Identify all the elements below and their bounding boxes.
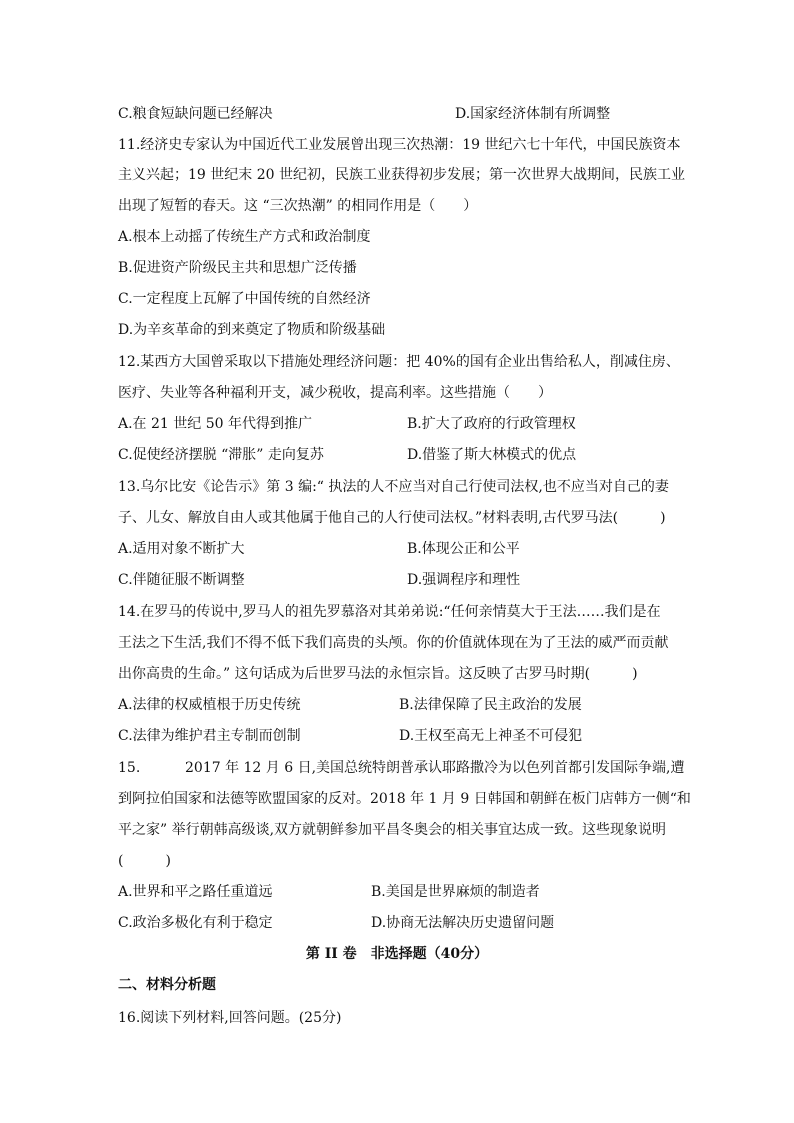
q11-option-a: A.根本上动摇了传统生产方式和政治制度 [118,229,371,245]
q15-number: 15. [118,760,141,776]
q15-stem-line-1: 2017 年 12 月 6 日,美国总统特朗普承认耶路撒冷为以色列首都引发国际争端,遭 [185,760,685,776]
q12-option-d: D.借鉴了斯大林模式的优点 [407,447,577,463]
q13-option-c: C.伴随征服不断调整 [118,572,245,588]
q12-stem-line-2: 医疗、失业等各种福利开支，减少税收，提高利率。这些措施（ ） [118,385,552,401]
q16-stem: 16.阅读下列材料,回答问题。(25分) [118,1010,342,1026]
q11-stem-line-3: 出现了短暂的春天。这 “三次热潮” 的相同作用是（ ） [118,198,478,214]
q15-option-c: C.政治多极化有利于稳定 [118,915,273,931]
q15-stem-line-2: 到阿拉伯国家和法德等欧盟国家的反对。2018 年 1 月 9 日韩国和朝鲜在板门店韩方一侧“和 [118,791,691,807]
q12-option-a: A.在 21 世纪 50 年代得到推广 [118,416,312,432]
q14-stem-line-2: 王法之下生活,我们不得不低下我们高贵的头颅。你的价值就体现在为了王法的威严而贡献 [118,635,669,651]
q12-stem-line-1: 12.某西方大国曾采取以下措施处理经济问题：把 40%的国有企业出售给私人，削减住房、 [118,354,680,370]
section-title: 第 II 卷 非选择题（40分） [305,946,489,962]
q14-option-d: D.王权至高无上神圣不可侵犯 [399,728,583,744]
q13-option-b: B.体现公正和公平 [407,541,520,557]
q14-stem-line-3: 出你高贵的生命。” 这句话成为后世罗马法的永恒宗旨。这反映了古罗马时期( ) [118,666,638,682]
q11-option-c: C.一定程度上瓦解了中国传统的自然经济 [118,291,371,307]
q10-option-c: C.粮食短缺问题已经解决 [118,106,273,122]
q11-option-b: B.促进资产阶级民主共和思想广泛传播 [118,260,357,276]
q13-stem-line-1: 13.乌尔比安《论告示》第 3 编:“ 执法的人不应当对自己行使司法权,也不应当对自己的妻 [118,479,669,495]
q14-option-a: A.法律的权威植根于历史传统 [118,697,301,713]
q13-stem-line-2: 子、儿女、解放自由人或其他属于他自己的人行使司法权。”材料表明,古代罗马法( ) [118,510,666,526]
q11-stem-line-2: 主义兴起；19 世纪末 20 世纪初，民族工业获得初步发展；第一次世界大战期间，民族工业 [118,167,685,183]
q15-option-a: A.世界和平之路任重道远 [118,884,273,900]
q14-option-c: C.法律为维护君主专制而创制 [118,728,301,744]
q12-option-b: B.扩大了政府的行政管理权 [407,416,576,432]
q15-answer-paren: ( ) [118,853,171,869]
q14-stem-line-1: 14.在罗马的传说中,罗马人的祖先罗慕洛对其弟弟说:“任何亲情莫大于王法……我们是在 [118,604,661,620]
q10-option-d: D.国家经济体制有所调整 [455,106,611,122]
q13-option-d: D.强调程序和理性 [407,572,521,588]
q13-option-a: A.适用对象不断扩大 [118,541,245,557]
q15-stem-line-3: 平之家” 举行朝韩高级谈,双方就朝鲜参加平昌冬奥会的相关事宜达成一致。这些现象说明 [118,822,667,838]
q14-option-b: B.法律保障了民主政治的发展 [399,697,582,713]
q15-option-b: B.美国是世界麻烦的制造者 [371,884,540,900]
q11-stem-line-1: 11.经济史专家认为中国近代工业发展曾出现三次热潮：19 世纪六七十年代，中国民族资本 [118,137,681,153]
q12-option-c: C.促使经济摆脱 “滞胀” 走向复苏 [118,447,324,463]
q11-option-d: D.为辛亥革命的到来奠定了物质和阶级基础 [118,322,386,338]
part-two-heading: 二、材料分析题 [118,977,216,993]
q15-option-d: D.协商无法解决历史遗留问题 [371,915,555,931]
